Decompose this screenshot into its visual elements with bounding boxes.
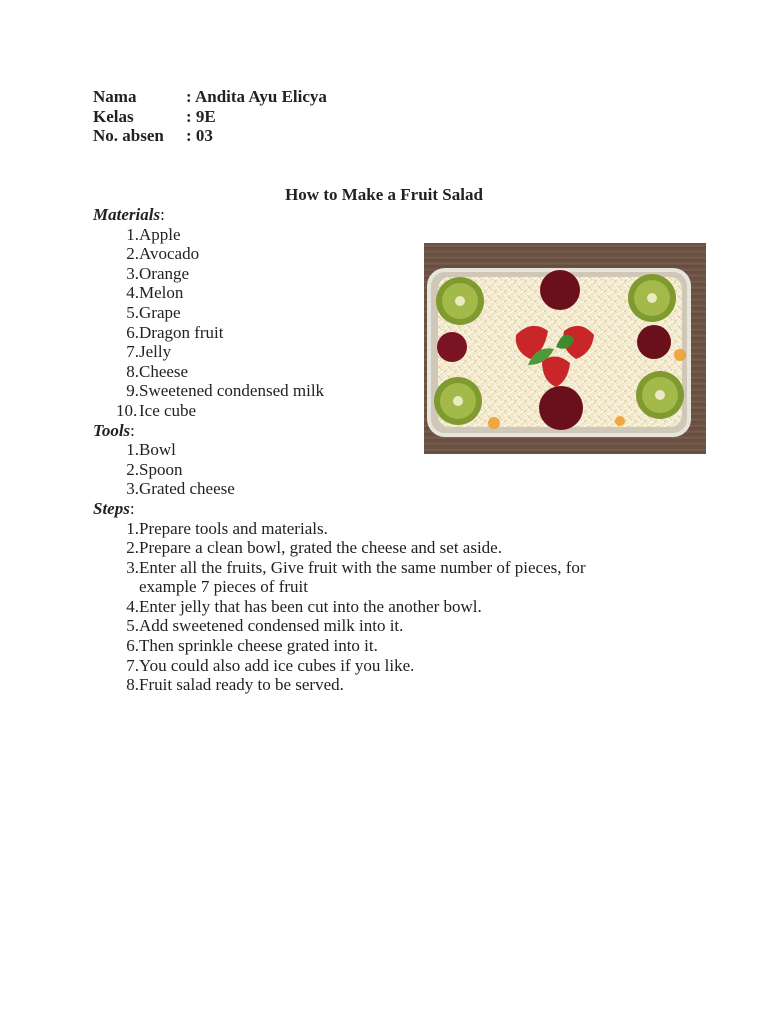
list-text: Grated cheese (139, 479, 235, 499)
list-number: 8. (126, 361, 139, 381)
list-text: Then sprinkle cheese grated into it. (139, 636, 378, 656)
list-number: 9. (126, 381, 139, 401)
list-number: 4. (126, 283, 139, 303)
steps-heading: Steps: (93, 498, 135, 518)
info-value: : 03 (186, 126, 213, 146)
steps-list (93, 519, 653, 695)
kiwi-slice (436, 277, 484, 325)
kiwi-slice (434, 377, 482, 425)
list-number: 4. (126, 596, 139, 616)
list-number: 2. (126, 538, 139, 558)
fruit-salad-photo (424, 243, 706, 454)
list-text: Orange (139, 263, 190, 283)
list-text: Ice cube (139, 400, 197, 420)
list-number: 1. (126, 224, 139, 244)
info-row-name (93, 87, 327, 107)
list-text: Spoon (139, 459, 183, 479)
tools-heading: Tools: (93, 420, 135, 440)
step-item (93, 597, 653, 617)
list-number: 7. (126, 342, 139, 362)
tool-item (93, 479, 653, 499)
list-text: Sweetened condensed milk (139, 381, 325, 401)
list-text: Grape (139, 302, 181, 322)
list-text: Apple (139, 224, 181, 244)
list-number: 10. (116, 400, 138, 420)
info-row-number (93, 126, 327, 146)
list-number: 2. (126, 244, 139, 264)
grape (437, 332, 467, 362)
list-text: Prepare tools and materials. (139, 518, 328, 538)
list-text: You could also add ice cubes if you like. (139, 655, 415, 675)
grape (539, 386, 583, 430)
info-value: : Andita Ayu Elicya (186, 87, 327, 106)
student-info (93, 87, 327, 146)
list-number: 6. (126, 322, 139, 342)
list-text: Enter all the fruits, Give fruit with the same number of pieces, for example 7 pieces of fruit (139, 557, 586, 597)
step-item (93, 656, 653, 676)
info-label: Nama (93, 87, 137, 106)
step-item (93, 538, 653, 558)
kiwi-slice (628, 274, 676, 322)
list-number: 3. (126, 557, 139, 577)
document-title: How to Make a Fruit Salad (285, 185, 483, 204)
grape (637, 325, 671, 359)
step-item (93, 616, 653, 636)
list-text: Fruit salad ready to be served. (139, 675, 344, 695)
materials-heading: Materials: (93, 205, 165, 224)
list-number: 7. (126, 655, 139, 675)
list-text: Dragon fruit (139, 322, 224, 342)
list-number: 3. (126, 263, 139, 283)
step-item (93, 636, 653, 656)
list-text: Bowl (139, 440, 176, 460)
step-item (93, 675, 653, 695)
step-item (93, 558, 653, 597)
list-number: 6. (126, 636, 139, 656)
list-number: 3. (126, 479, 139, 499)
tool-item (93, 460, 653, 480)
kiwi-slice (636, 371, 684, 419)
list-text: Enter jelly that has been cut into the another bowl. (139, 596, 482, 616)
list-text: Add sweetened condensed milk into it. (139, 616, 404, 636)
list-number: 8. (126, 675, 139, 695)
material-item (93, 225, 653, 245)
step-item (93, 519, 653, 539)
info-label: No. absen (93, 126, 164, 146)
list-text: Jelly (139, 342, 172, 362)
list-text: Avocado (139, 244, 200, 264)
info-value: : 9E (186, 106, 216, 126)
list-number: 2. (126, 459, 139, 479)
info-label: Kelas (93, 106, 134, 126)
list-text: Cheese (139, 361, 189, 381)
info-row-class (93, 107, 327, 127)
list-number: 5. (126, 616, 139, 636)
list-text: Prepare a clean bowl, grated the cheese and set aside. (139, 538, 502, 558)
list-number: 5. (126, 302, 139, 322)
list-number: 1. (126, 440, 139, 460)
list-number: 1. (126, 518, 139, 538)
grape (540, 270, 580, 310)
list-text: Melon (139, 283, 184, 303)
